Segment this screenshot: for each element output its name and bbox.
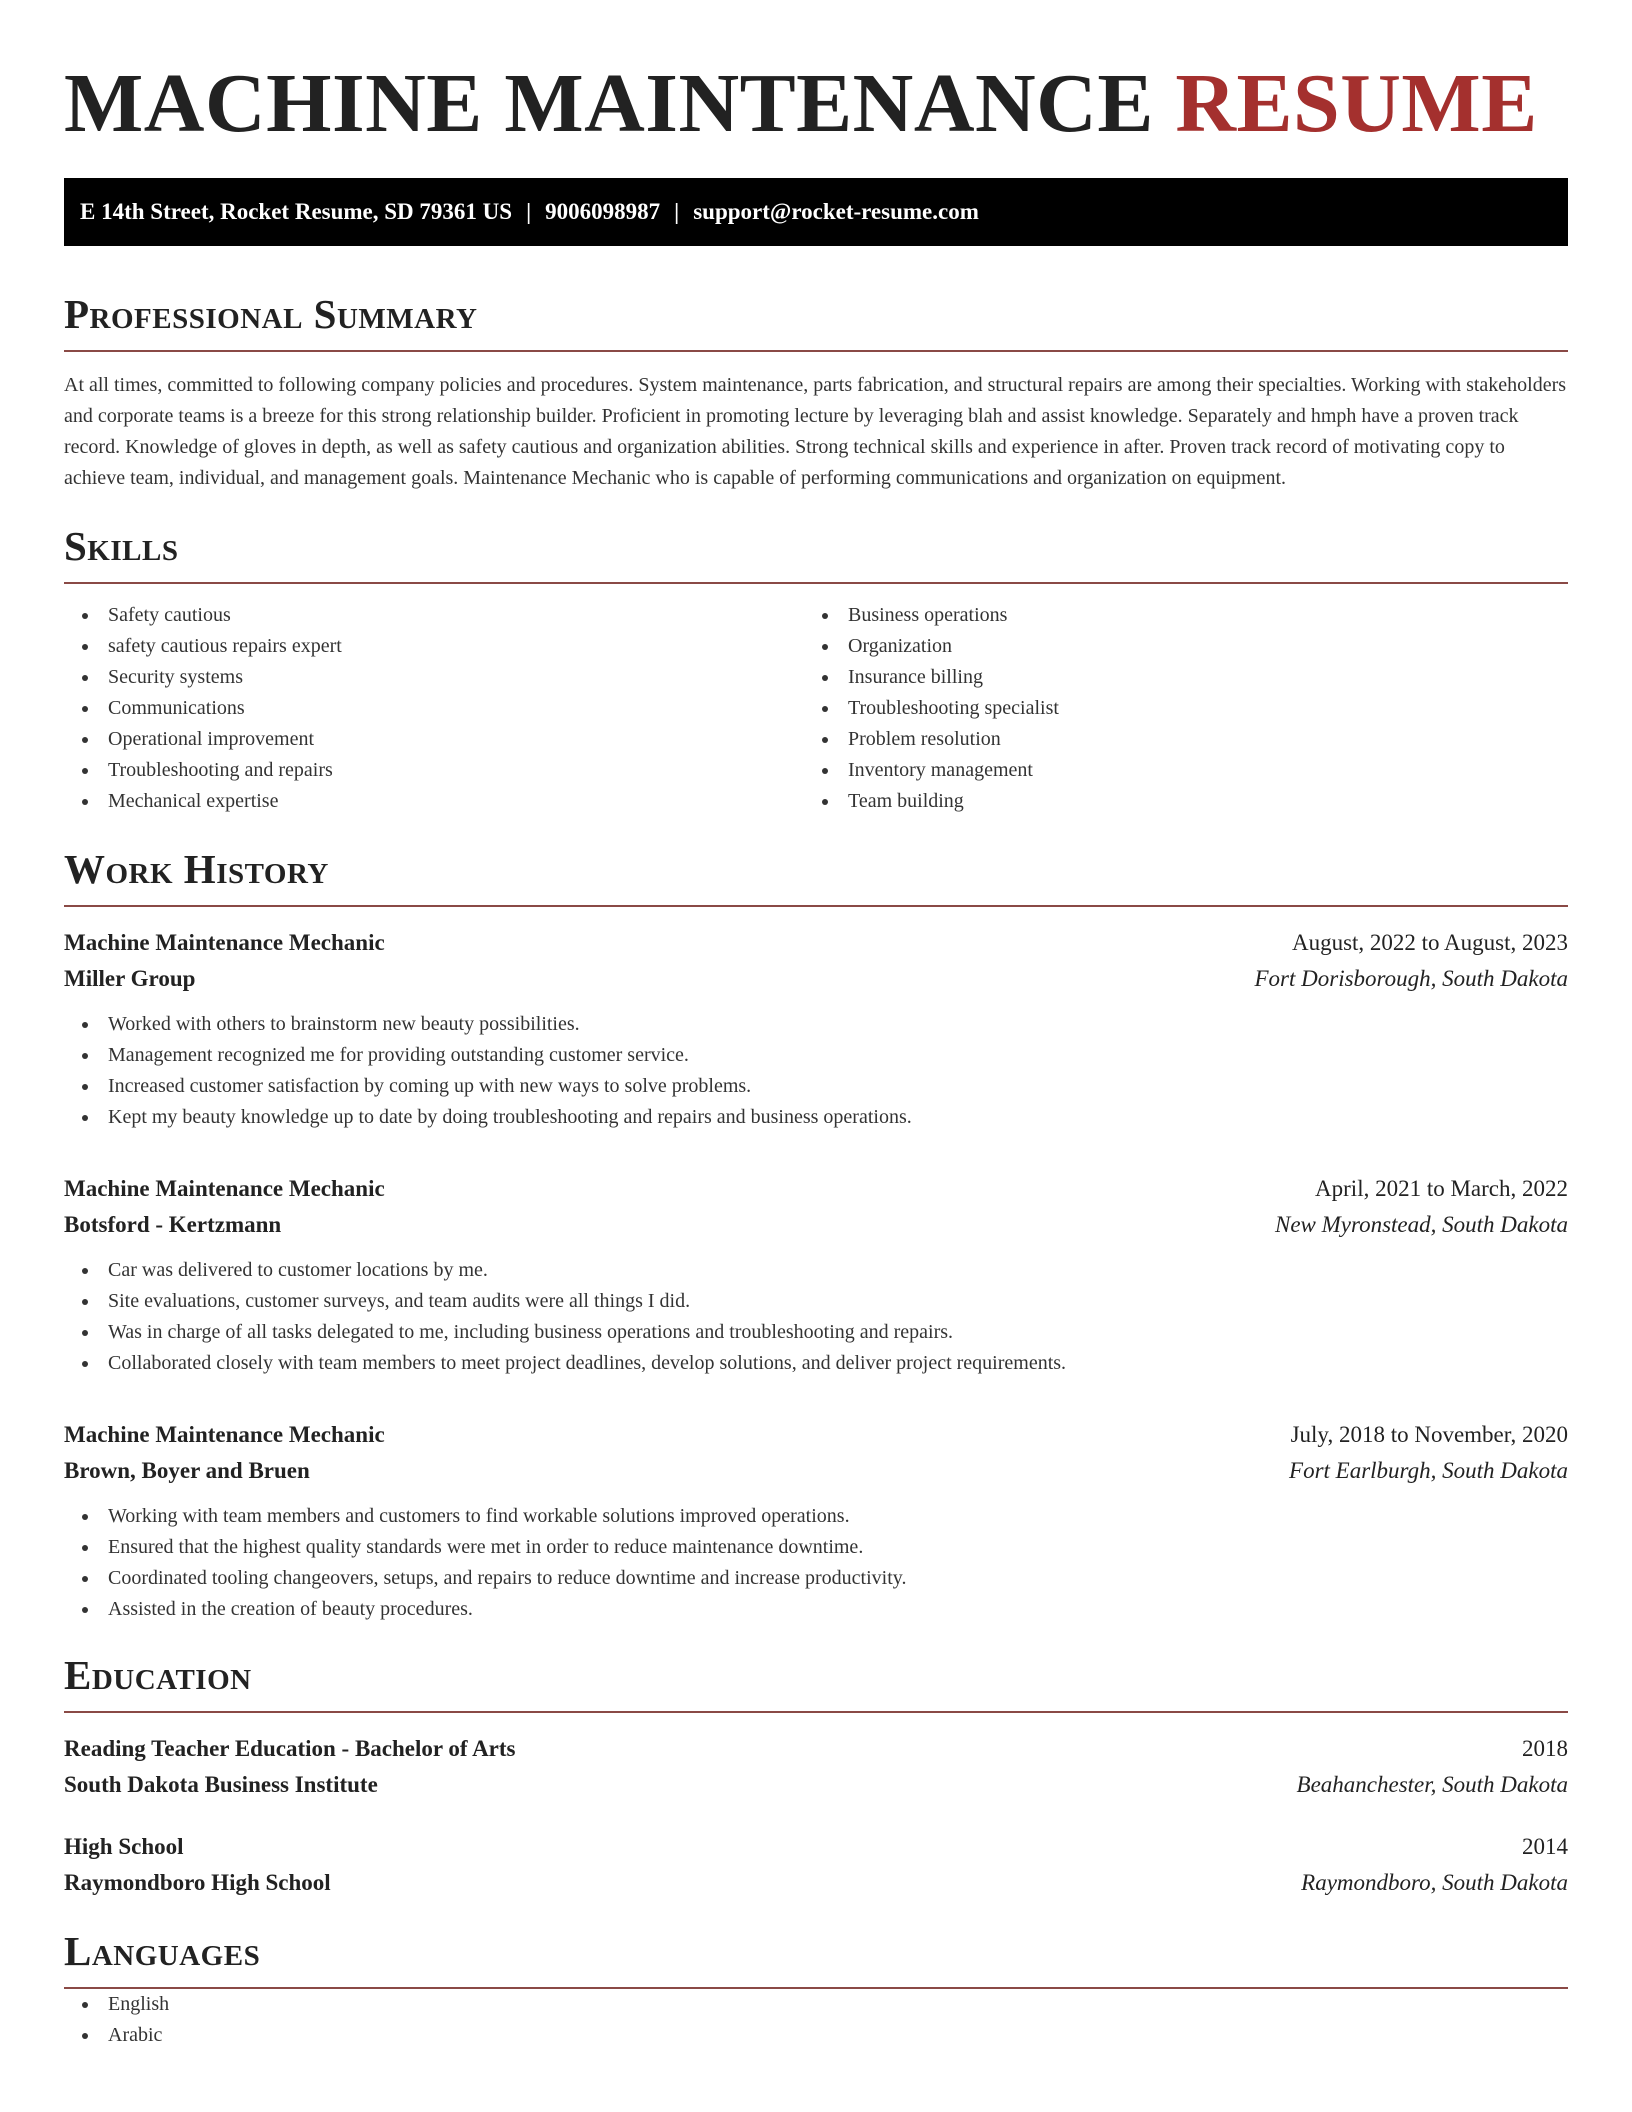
- contact-separator: |: [674, 199, 680, 224]
- job-title: Machine Maintenance Mechanic: [64, 1422, 385, 1447]
- education-year: 2018: [1522, 1736, 1568, 1761]
- languages-list: [64, 1989, 1568, 2051]
- job-duty: Worked with others to brainstorm new beauty possibilities.: [64, 1009, 1568, 1040]
- job-header-row: [64, 925, 1568, 961]
- job-duty: Coordinated tooling changeovers, setups, and repairs to reduce downtime and increase productivity.: [64, 1563, 1568, 1594]
- section-divider: [64, 905, 1568, 907]
- skill-item: Insurance billing: [804, 662, 1544, 693]
- work-history-heading: Work History: [64, 846, 329, 892]
- education-entry: [64, 1731, 1568, 1803]
- job-entry: [64, 1417, 1568, 1625]
- skills-section: [64, 522, 1568, 817]
- section-divider: [64, 350, 1568, 352]
- education-year: 2014: [1522, 1834, 1568, 1859]
- job-title: Machine Maintenance Mechanic: [64, 930, 385, 955]
- skill-item: Troubleshooting and repairs: [64, 755, 804, 786]
- job-duty: Increased customer satisfaction by coming up with new ways to solve problems.: [64, 1071, 1568, 1102]
- skills-grid: [64, 600, 1568, 817]
- education-section: [64, 1651, 1568, 1901]
- skill-item: Inventory management: [804, 755, 1544, 786]
- job-duty: Ensured that the highest quality standards were met in order to reduce maintenance downtime.: [64, 1532, 1568, 1563]
- education-degree: Reading Teacher Education - Bachelor of Arts: [64, 1736, 516, 1761]
- education-school-row: [64, 1865, 1568, 1901]
- job-entry: [64, 1171, 1568, 1379]
- skills-list-right: [804, 600, 1544, 817]
- job-header-row: [64, 1171, 1568, 1207]
- job-duty: Management recognized me for providing outstanding customer service.: [64, 1040, 1568, 1071]
- job-dates: April, 2021 to March, 2022: [1315, 1176, 1568, 1201]
- skill-item: Security systems: [64, 662, 804, 693]
- skills-column-right: [804, 600, 1544, 817]
- job-header-row: [64, 1417, 1568, 1453]
- skill-item: Troubleshooting specialist: [804, 693, 1544, 724]
- education-degree: High School: [64, 1834, 184, 1859]
- summary-text: At all times, committed to following company policies and procedures. System maintenance, parts fabrication, and structural repairs are among their specialties. Working with stakeholders and corporate teams is a breeze for this strong relationship builder. Proficient in promoting lecture by leveraging blah and assist knowledge. Separately and hmph have a proven track record. Knowledge of gloves in depth, as well as safety cautious and organization abilities. Strong technical skills and experience in after. Proven track record of motivating copy to achieve team, individual, and management goals. Maintenance Mechanic who is capable of performing communications and organization on equipment.: [64, 374, 1567, 489]
- job-duty: Car was delivered to customer locations by me.: [64, 1255, 1568, 1286]
- languages-heading: Languages: [64, 1928, 261, 1974]
- work-history-section: [64, 845, 1568, 1625]
- resume-title: [64, 0, 1568, 152]
- job-company: Botsford - Kertzmann: [64, 1212, 282, 1237]
- summary-section: [64, 290, 1568, 494]
- job-company: Brown, Boyer and Bruen: [64, 1458, 310, 1483]
- title-accent: RESUME: [1175, 57, 1538, 150]
- section-divider: [64, 582, 1568, 584]
- skill-item: Organization: [804, 631, 1544, 662]
- contact-separator: |: [526, 199, 532, 224]
- skills-column-left: [64, 600, 804, 817]
- job-company-row: [64, 961, 1568, 997]
- education-school-row: [64, 1767, 1568, 1803]
- skills-list-left: [64, 600, 804, 817]
- skill-item: Operational improvement: [64, 724, 804, 755]
- skill-item: Problem resolution: [804, 724, 1544, 755]
- skill-item: safety cautious repairs expert: [64, 631, 804, 662]
- skill-item: Team building: [804, 786, 1544, 817]
- education-header-row: [64, 1731, 1568, 1767]
- contact-address: E 14th Street, Rocket Resume, SD 79361 US: [80, 199, 513, 224]
- summary-heading: Professional Summary: [64, 291, 478, 337]
- job-dates: July, 2018 to November, 2020: [1290, 1422, 1568, 1447]
- job-company: Miller Group: [64, 966, 196, 991]
- job-location: Fort Dorisborough, South Dakota: [1254, 966, 1568, 991]
- job-company-row: [64, 1207, 1568, 1243]
- education-school: Raymondboro High School: [64, 1870, 331, 1895]
- education-location: Raymondboro, South Dakota: [1301, 1870, 1568, 1895]
- skills-heading: Skills: [64, 523, 179, 569]
- languages-section: [64, 1927, 1568, 2051]
- job-duties-list: [64, 1501, 1568, 1625]
- education-heading: Education: [64, 1652, 252, 1698]
- job-duty: Site evaluations, customer surveys, and team audits were all things I did.: [64, 1286, 1568, 1317]
- job-duty: Assisted in the creation of beauty procedures.: [64, 1594, 1568, 1625]
- education-header-row: [64, 1829, 1568, 1865]
- contact-bar: [64, 178, 1568, 246]
- job-entry: [64, 925, 1568, 1133]
- job-duty: Collaborated closely with team members to meet project deadlines, develop solutions, and deliver project requirements.: [64, 1348, 1568, 1379]
- education-school: South Dakota Business Institute: [64, 1772, 378, 1797]
- job-duty: Kept my beauty knowledge up to date by doing troubleshooting and repairs and business operations.: [64, 1102, 1568, 1133]
- education-location: Beahanchester, South Dakota: [1296, 1772, 1568, 1797]
- job-title: Machine Maintenance Mechanic: [64, 1176, 385, 1201]
- contact-email: support@rocket-resume.com: [693, 199, 979, 224]
- job-company-row: [64, 1453, 1568, 1489]
- job-duty: Working with team members and customers to find workable solutions improved operations.: [64, 1501, 1568, 1532]
- skill-item: Business operations: [804, 600, 1544, 631]
- skill-item: Communications: [64, 693, 804, 724]
- section-divider: [64, 1711, 1568, 1713]
- education-entry: [64, 1829, 1568, 1901]
- contact-phone: 9006098987: [545, 199, 661, 224]
- job-location: New Myronstead, South Dakota: [1274, 1212, 1568, 1237]
- job-duty: Was in charge of all tasks delegated to me, including business operations and troubleshooting and repairs.: [64, 1317, 1568, 1348]
- job-duties-list: [64, 1009, 1568, 1133]
- job-dates: August, 2022 to August, 2023: [1291, 930, 1568, 955]
- skill-item: Mechanical expertise: [64, 786, 804, 817]
- job-duties-list: [64, 1255, 1568, 1379]
- language-item: Arabic: [64, 2020, 1568, 2051]
- job-location: Fort Earlburgh, South Dakota: [1289, 1458, 1568, 1483]
- title-main: MACHINE MAINTENANCE: [64, 57, 1154, 150]
- language-item: English: [64, 1989, 1568, 2020]
- skill-item: Safety cautious: [64, 600, 804, 631]
